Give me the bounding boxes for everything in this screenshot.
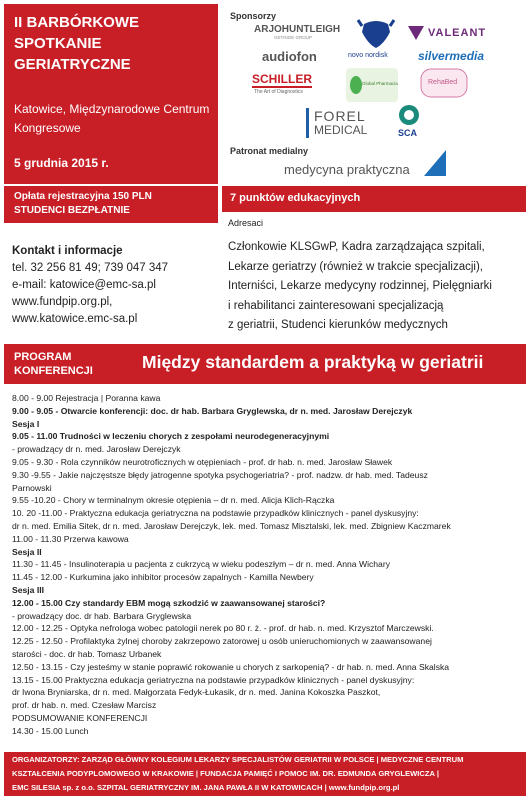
- registration-fee-panel: [4, 186, 218, 223]
- schedule-item: Parnowski: [12, 482, 52, 493]
- forel-bar-icon: [304, 108, 314, 138]
- schedule-item: 12.50 - 13.15 - Czy jesteśmy w stanie poprawić rokowanie u chorych z sarkopenią? - dr hab. n. med. Anna Skalska: [12, 661, 450, 672]
- schiller-tagline: The Art of Diagnostics: [254, 89, 303, 95]
- forel-logo: FOREL: [314, 108, 366, 124]
- silvermedia-logo: silvermedia: [418, 49, 485, 63]
- contact-website-2: www.katowice.emc-sa.pl: [12, 313, 138, 325]
- fee-amount: Opłata rejestracyjna 150 PLN: [14, 191, 152, 202]
- organizers-footer: [4, 752, 526, 796]
- valeant-logo: VALEANT: [428, 27, 487, 39]
- addressees-line: i rehabilitanci zainteresowani specjalizacją: [228, 299, 444, 312]
- schedule-item: 8.00 - 9.00 Rejestracja | Poranna kawa: [12, 393, 161, 403]
- getinge-logo: GETINGE GROUP: [274, 35, 313, 40]
- contact-heading: Kontakt i informacje: [12, 245, 123, 257]
- rehabed-logo: RehaBed: [428, 79, 458, 86]
- contact-phone: tel. 32 256 81 49; 739 047 347: [12, 262, 169, 274]
- audiofon-logo: audiofon: [262, 49, 317, 64]
- event-date: 5 grudnia 2015 r.: [14, 156, 109, 170]
- sca-emblem-icon: [398, 104, 420, 126]
- contact-section: [12, 243, 217, 328]
- schedule-item: PODSUMOWANIE KONFERENCJI: [12, 712, 148, 723]
- novo-nordisk-logo: novo nordisk: [348, 52, 388, 59]
- schedule-item: 9.05 - 9.30 - Rola czynników neurotroficznych w otępieniach - prof. dr hab. n. med. Jarosław Sławek: [12, 456, 393, 467]
- addressees-line: Członkowie KLSGwP, Kadra zarządzająca szpitali,: [228, 241, 485, 253]
- program-label-line-1: PROGRAM: [14, 351, 72, 363]
- schedule-item: Sesja III: [12, 584, 45, 595]
- schedule-item: 14.30 - 15.00 Lunch: [12, 725, 89, 736]
- global-pharmacia-logo: Global Pharmacia: [362, 81, 398, 86]
- schedule-item: 11.00 - 11.30 Przerwa kawowa: [12, 533, 129, 544]
- schedule-item: 9.55 -10.20 - Chory w terminalnym okresie otępienia – dr n. med. Alicja Klich-Rączka: [12, 495, 335, 506]
- contact-website-1: www.fundpip.org.pl,: [12, 296, 113, 308]
- medycyna-praktyczna-icon: [424, 150, 446, 176]
- schedule-item: prof. dr hab. n. med. Czesław Marcisz: [12, 700, 157, 711]
- schedule-item: - prowadzący dr n. med. Jarosław Derejczyk: [12, 444, 181, 455]
- novo-nordisk-bull-icon: [356, 18, 396, 52]
- event-venue: Katowice, Międzynarodowe Centrum Kongresowe: [14, 102, 210, 135]
- arjohuntleigh-logo: ARJOHUNTLEIGH: [254, 24, 341, 35]
- schedule-item: dr n. med. Emilia Sitek, dr n. med. Jarosław Derejczyk, lek. med. Tomasz Misztalski, lek. med. Zbigniew Kaczmarek: [12, 520, 451, 531]
- forel-medical-logo: MEDICAL: [314, 123, 368, 137]
- schedule-item: 11.30 - 11.45 - Insulinoterapia u pacjenta z cukrzycą w wieku podeszłym – dr n. med. Anna Wichary: [12, 559, 390, 570]
- schedule-item: 9.05 - 11.00 Trudności w leczeniu chorych z zespołami neurodegeneracyjnymi: [12, 431, 330, 442]
- addressees-line: Lekarze geriatrzy (również w trakcie specjalizacji),: [228, 260, 483, 273]
- schedule-item: 9.30 -9.55 - Jakie najczęstsze błędy jatrogenne spotyka psychogeriatria? - prof. nadzw. dr hab. med. Tadeusz: [12, 469, 428, 480]
- contact-email: e-mail: katowice@emc-sa.pl: [12, 279, 156, 291]
- program-label: [14, 350, 93, 378]
- schedule-item: 9.00 - 9.05 - Otwarcie konferencji: doc. dr hab. Barbara Gryglewska, dr n. med. Jarosław Derejczyk: [12, 405, 413, 416]
- media-patron-label: Patronat medialny: [230, 146, 309, 156]
- organizers-line: ORGANIZATORZY: ZARZĄD GŁÓWNY KOLEGIUM LEKARZY SPECJALISTÓW GERIATRII W POLSCE | MEDYCZNE CENTRUM: [12, 755, 464, 764]
- schedule-item: Sesja II: [12, 546, 42, 557]
- addressees-heading: Adresaci: [228, 218, 264, 228]
- schedule-item: starości - doc. dr hab. Tomasz Urbanek: [12, 648, 162, 659]
- schiller-logo: SCHILLER: [252, 72, 312, 86]
- schedule-item: 11.45 - 12.00 - Kurkumina jako inhibitor procesów zapalnych - Kamilla Newbery: [12, 572, 314, 583]
- organizers-line: KSZTAŁCENIA PODYPLOMOWEGO W KRAKOWIE | FUNDACJA PAMIĘĆ I POMOC IM. DR. EDMUNDA GRYGLEWICZA |: [12, 769, 439, 778]
- valeant-v-icon: [408, 26, 424, 40]
- schedule-item: 12.00 - 12.25 - Optyka nefrologa wobec patologii nerek po 80 r. ż. - prof. dr hab. n. med. Krzysztof Marczewski.: [12, 623, 434, 634]
- event-title-panel: [4, 4, 218, 184]
- addressees-line: z geriatrii, Studenci kierunków medycznych: [228, 319, 448, 331]
- sponsors-label: Sponsorzy: [230, 11, 277, 21]
- schedule-list: [12, 392, 527, 738]
- addressees-section: [228, 218, 526, 336]
- sca-logo: SCA: [398, 128, 418, 138]
- program-title: Między standardem a praktyką w geriatrii: [142, 352, 484, 372]
- schedule-item: Sesja I: [12, 418, 40, 429]
- organizers-line: EMC SILESIA sp. z o.o. SZPITAL GERIATRYCZNY IM. JANA PAWŁA II W KATOWICACH | www.fundpip.org.pl: [12, 783, 400, 792]
- event-title: II BARBÓRKOWE SPOTKANIE GERIATRYCZNE: [14, 14, 139, 73]
- schedule-item: 13.15 - 15.00 Praktyczna edukacja geriatryczna na podstawie przypadków klinicznych - panel dyskusyjny:: [12, 674, 415, 685]
- schedule-item: - prowadzący doc. dr hab. Barbara Gryglewska: [12, 610, 192, 621]
- addressees-line: Interniści, Lekarze medycyny rodzinnej, Pielęgniarki: [228, 280, 492, 292]
- medycyna-praktyczna-logo: medycyna praktyczna: [284, 162, 410, 177]
- program-header: [4, 344, 526, 384]
- program-label-line-2: KONFERENCJI: [14, 365, 93, 377]
- education-points: 7 punktów edukacyjnych: [230, 192, 361, 204]
- education-points-panel: [222, 186, 526, 212]
- sponsors-panel: [222, 4, 526, 184]
- fee-students: STUDENCI BEZPŁATNIE: [14, 205, 130, 216]
- schedule-item: 12.00 - 15.00 Czy standardy EBM mogą szkodzić w zaawansowanej starości?: [12, 597, 326, 608]
- schedule-item: 10. 20 -11.00 - Praktyczna edukacja geriatryczna na podstawie przypadków klinicznych - panel dyskusyjny:: [12, 508, 419, 519]
- schedule-item: 12.25 - 12.50 - Profilaktyka żylnej choroby zakrzepowo zatorowej u osób unieruchomionych w zaawansowanej: [12, 636, 432, 647]
- schedule-item: dr Iwona Bryniarska, dr n. med. Małgorzata Fedyk-Łukasik, dr n. med. Janina Kokoszka Paszkot,: [12, 687, 381, 698]
